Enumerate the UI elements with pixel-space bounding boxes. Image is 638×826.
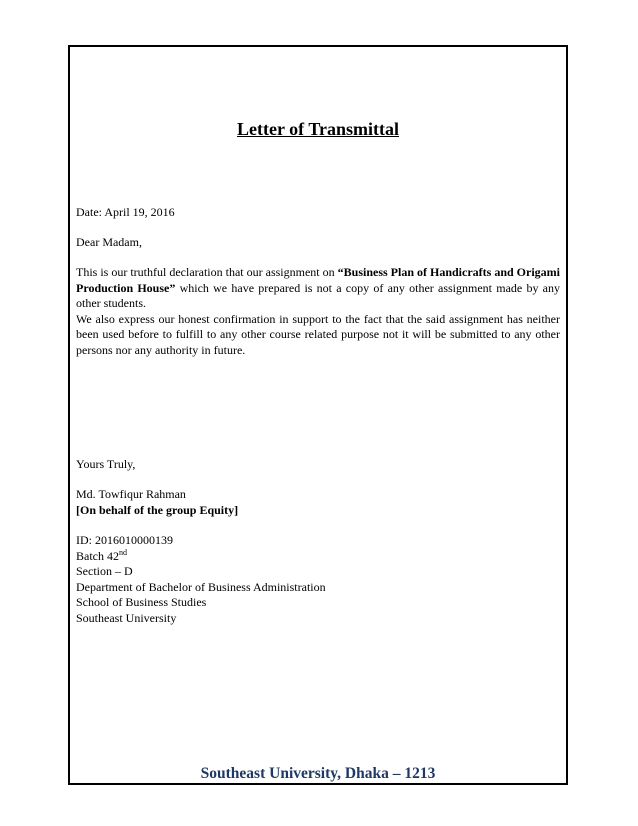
- student-id: ID: 2016010000139: [76, 533, 173, 547]
- page-footer: Southeast University, Dhaka – 1213: [200, 765, 436, 782]
- confirmation-paragraph: We also express our honest confirmation in support to the fact that the said assignment has neither been used before to fulfill to any other course related purpose not it will be submitted to any other persons nor any authority in future.: [76, 311, 560, 357]
- student-details: [76, 533, 560, 626]
- batch-suffix: nd: [119, 547, 127, 557]
- page-border: [68, 45, 568, 785]
- closing: Yours Truly,: [76, 457, 136, 471]
- university: Southeast University: [76, 610, 177, 625]
- declaration-text-start: This is our truthful declaration that our assignment on: [76, 265, 338, 279]
- letter-title: Letter of Transmittal: [237, 119, 399, 139]
- school: School of Business Studies: [76, 595, 207, 609]
- assignment-title: “Business Plan of Handicrafts and Origami Production House”: [76, 265, 561, 295]
- declaration-text-end: which we have prepared is not a copy of any other assignment made by any other students.: [76, 280, 561, 310]
- signer-name: Md. Towfiqur Rahman: [76, 487, 186, 501]
- salutation: Dear Madam,: [76, 235, 142, 249]
- department: Department of Bachelor of Business Administration: [76, 579, 326, 594]
- signature-block: [76, 487, 560, 518]
- letter-date: Date: April 19, 2016: [76, 205, 175, 219]
- declaration-paragraph: [76, 265, 560, 358]
- batch-number: Batch 42: [76, 548, 119, 563]
- batch: [76, 549, 560, 565]
- section: Section – D: [76, 564, 133, 578]
- signer-behalf: [On behalf of the group Equity]: [76, 502, 239, 517]
